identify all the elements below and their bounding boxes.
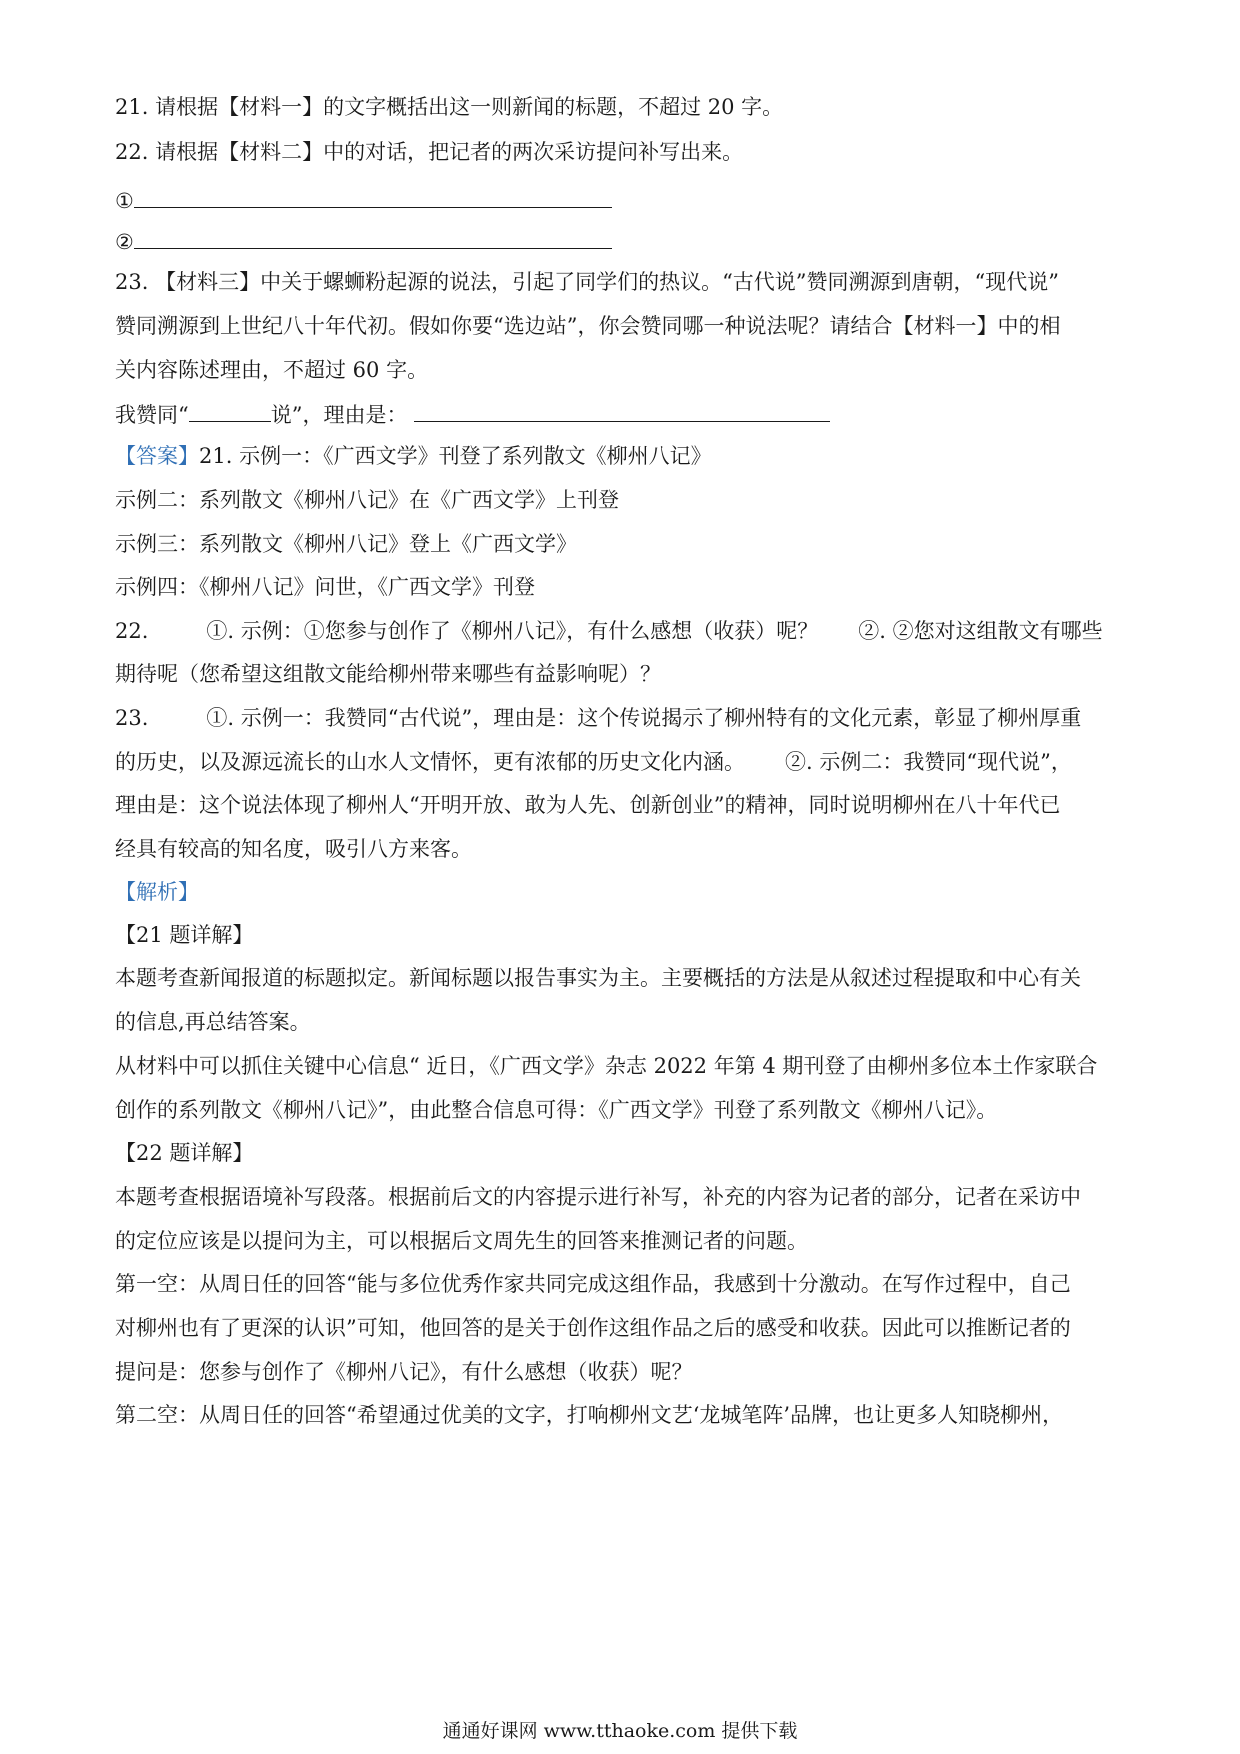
answer-23-text-a: 的历史，以及源远流长的山水人文情怀，更有浓郁的历史文化内涵。 <box>115 750 745 774</box>
answer-21-line-2: 示例二：系列散文《柳州八记》在《广西文学》上刊登 <box>115 488 619 512</box>
question-22: 22. 请根据【材料二】中的对话，把记者的两次采访提问补写出来。 <box>115 140 744 164</box>
analysis-22-line-5: 提问是：您参与创作了《柳州八记》，有什么感想（收获）呢？ <box>115 1360 693 1384</box>
fill-prefix: 我赞同“ <box>115 403 189 427</box>
analysis-label: 【解析】 <box>115 880 199 904</box>
answer-22-number: 22. <box>115 619 149 643</box>
question-23-line-1: 23. 【材料三】中关于螺蛳粉起源的说法，引起了同学们的热议。“古代说”赞同溯源到唐朝，“现代说” <box>115 270 1060 294</box>
answer-blank-2 <box>115 226 1145 257</box>
analysis-21-line-4: 创作的系列散文《柳州八记》”，由此整合信息可得：《广西文学》刊登了系列散文《柳州八记》。 <box>115 1098 998 1122</box>
answer-23-line-4: 经具有较高的知名度，吸引八方来客。 <box>115 837 472 861</box>
answer-22-part-1: ①. 示例：①您参与创作了《柳州八记》，有什么感想（收获）呢？ <box>206 619 819 643</box>
answer-blank-1 <box>115 185 1145 216</box>
answer-22-part-2: ②. ②您对这组散文有哪些 <box>858 619 1103 643</box>
analysis-21-heading: 【21 题详解】 <box>115 923 254 947</box>
answer-23-part-2: ②. 示例二：我赞同“现代说”， <box>785 750 1072 774</box>
analysis-22-heading: 【22 题详解】 <box>115 1141 254 1165</box>
question-23-fill <box>115 399 1145 430</box>
analysis-21-line-2: 的信息,再总结答案。 <box>115 1010 311 1034</box>
question-21: 21. 请根据【材料一】的文字概括出这一则新闻的标题，不超过 20 字。 <box>115 95 784 119</box>
answer-22-line-1 <box>115 616 1145 646</box>
analysis-22-line-2: 的定位应该是以提问为主，可以根据后文周先生的回答来推测记者的问题。 <box>115 1229 808 1253</box>
footer-source: 通通好课网 www.tthaoke.com 提供下载 <box>442 1720 798 1742</box>
blank-line-1 <box>134 185 612 208</box>
blank-short <box>189 399 271 422</box>
analysis-22-line-3: 第一空：从周日任的回答“能与多位优秀作家共同完成这组作品，我感到十分激动。在写作过程中，自己 <box>115 1272 1071 1296</box>
answer-22-line-2: 期待呢（您希望这组散文能给柳州带来哪些有益影响呢）？ <box>115 662 661 686</box>
answer-23-number: 23. <box>115 706 149 730</box>
circled-one: ① <box>115 189 134 213</box>
answer-23-part-1: ①. 示例一：我赞同“古代说”，理由是：这个传说揭示了柳州特有的文化元素，彰显了柳州厚重 <box>206 706 1082 730</box>
answer-21-line-1 <box>115 441 1145 471</box>
blank-line-2 <box>134 226 612 249</box>
answer-21-line-3: 示例三：系列散文《柳州八记》登上《广西文学》 <box>115 532 577 556</box>
answer-23-line-2 <box>115 747 1145 777</box>
blank-reason <box>414 399 830 422</box>
answer-21-line-4: 示例四：《柳州八记》问世，《广西文学》刊登 <box>115 575 535 599</box>
analysis-22-line-4: 对柳州也有了更深的认识”可知，他回答的是关于创作这组作品之后的感受和收获。因此可以推断记者的 <box>115 1316 1071 1340</box>
answer-23-line-3: 理由是：这个说法体现了柳州人“开明开放、敢为人先、创新创业”的精神，同时说明柳州在八十年代已 <box>115 793 1061 817</box>
answer-label: 【答案】 <box>115 444 199 468</box>
question-23-line-3: 关内容陈述理由，不超过 60 字。 <box>115 358 429 382</box>
circled-two: ② <box>115 230 134 254</box>
fill-suffix: 说”，理由是： <box>270 403 408 427</box>
answer-23-line-1 <box>115 703 1145 733</box>
analysis-22-line-6: 第二空：从周日任的回答“希望通过优美的文字，打响柳州文艺‘龙城笔阵’品牌，也让更多人知晓柳州， <box>115 1403 1064 1427</box>
analysis-21-line-1: 本题考查新闻报道的标题拟定。新闻标题以报告事实为主。主要概括的方法是从叙述过程提取和中心有关 <box>115 966 1081 990</box>
question-23-line-2: 赞同溯源到上世纪八十年代初。假如你要“选边站”，你会赞同哪一种说法呢？请结合【材料一】中的相 <box>115 314 1061 338</box>
analysis-22-line-1: 本题考查根据语境补写段落。根据前后文的内容提示进行补写，补充的内容为记者的部分，记者在采访中 <box>115 1185 1081 1209</box>
answer-21-text: 21. 示例一：《广西文学》刊登了系列散文《柳州八记》 <box>199 444 712 468</box>
analysis-21-line-3: 从材料中可以抓住关键中心信息“ 近日，《广西文学》杂志 2022 年第 4 期刊登了由柳州多位本土作家联合 <box>115 1054 1098 1078</box>
